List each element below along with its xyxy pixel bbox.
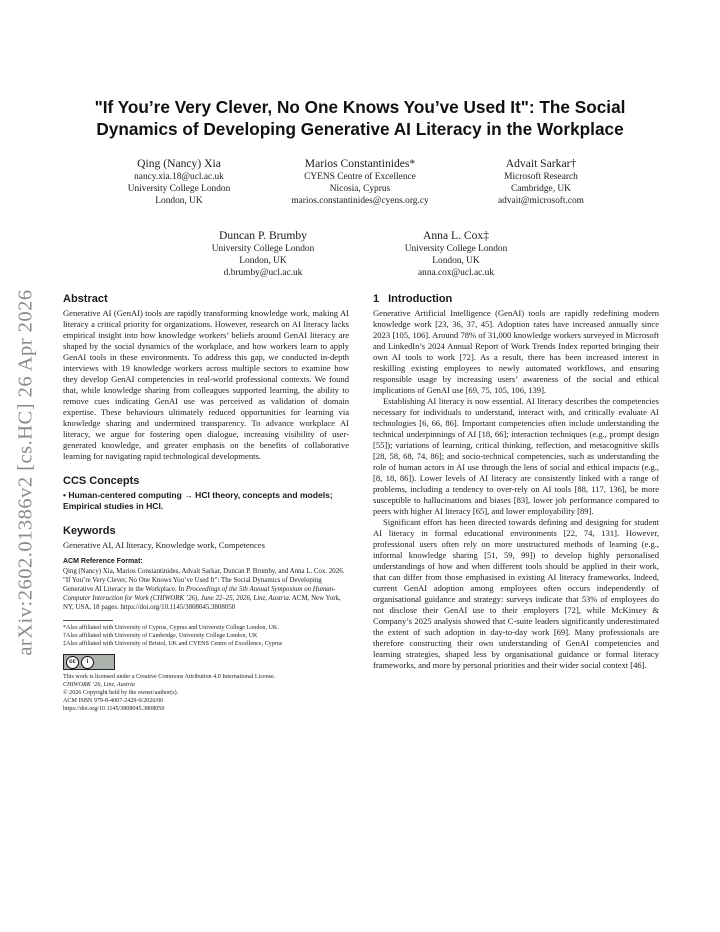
cc-icon: cc xyxy=(66,656,79,669)
acm-reference-proceedings: Proceedings of the 5th Annual Symposium on Human-Computer Interaction for Work (CHIWORK ’26), June 22–25, 2026, Linz, Austria. xyxy=(63,586,336,602)
copyright-line: © 2026 Copyright held by the owner/author(s). xyxy=(63,690,179,696)
acm-reference-heading: ACM Reference Format: xyxy=(63,558,143,565)
keywords-heading: Keywords xyxy=(63,525,116,537)
author-block-sarkar xyxy=(458,157,624,208)
author-block-xia xyxy=(96,157,262,208)
acm-reference-citation: Qing (Nancy) Xia, Marios Constantinides, Advait Sarkar, Duncan P. Brumby, and Anna L. Cox. 2026. "If You’re Very Clever, No One Knows You’ve Used It": The Social Dynamics of Developing Generative AI Literacy in the Workplace. In xyxy=(63,568,345,593)
license-block xyxy=(63,673,349,713)
right-column xyxy=(373,292,659,671)
acm-reference-publisher: ACM, New York, NY, USA, 18 pages. https://doi.org/10.1145/3808045.3808050 xyxy=(63,595,341,611)
ccs-heading: CCS Concepts xyxy=(63,475,140,487)
section-number: 1 xyxy=(373,293,380,305)
acm-reference-text xyxy=(63,567,349,612)
author-name: Advait Sarkar† xyxy=(505,157,577,170)
intro-paragraph-1: Generative Artificial Intelligence (GenAI) tools are rapidly redefining modern knowledge work [23, 36, 37, 45]. Adoption rates have increased annually since 2023 [105, 106]. Around 78% of 31,000 knowledge workers surveyed in Microsoft and LinkedIn’s 2024 Annual Report of Work Trends Index reported bringing their own AI tools to work [72]. As a result, there has been increased interest in reskilling existing employees to newly automated workflows, and ensuring responsible usage by increasing users’ awareness of the social and ethical implications of GenAI use [69, 75, 105, 106, 139]. xyxy=(373,308,659,395)
footnote-3: ‡Also affiliated with University of Bristol, UK and CYENS Centre of Excellence, Cyprus xyxy=(63,641,283,647)
author-name: Marios Constantinides* xyxy=(304,157,416,170)
license-statement: This work is licensed under a Creative Commons Attribution 4.0 International License. xyxy=(63,674,276,680)
author-email: nancy.xia.18@ucl.ac.uk xyxy=(134,172,224,182)
paper-title xyxy=(50,96,670,140)
author-affiliation: University College London xyxy=(404,244,508,254)
paper-title-line-2: Dynamics of Developing Generative AI Literacy in the Workplace xyxy=(96,119,624,139)
intro-paragraph-2: Establishing AI literacy is now essential. AI literacy describes the competencies necessary for individuals to understand, interact with, and critically evaluate AI technologies [6, 66, 86]. Important competencies often include understanding the technical underpinnings of AI [18, 66]; interaction techniques (e.g., prompt design [55]); variations of learning, critical thinking, reflection, and metacognitive skills [28, 58, 68, 74, 86]; and socio-technical competencies, such as understanding the role of human actors in AI use through the lens of social and ethical impacts (e.g., [8, 18, 86]). Lower levels of AI literacy are consistently linked with a range of problems, including a tendency to over-rely on AI tools [88, 117, 136], be more susceptible to hallucinations and biases [83], lower job performance compared to peers with higher AI literacy [65], and lower employability [89]. xyxy=(373,396,659,516)
footnote-2: †Also affiliated with University of Cambridge, University College London, UK xyxy=(63,633,258,639)
author-location: London, UK xyxy=(432,256,480,267)
author-name: Qing (Nancy) Xia xyxy=(137,157,221,170)
author-name: Duncan P. Brumby xyxy=(219,229,307,242)
section-title: Introduction xyxy=(388,293,453,305)
author-location: London, UK xyxy=(239,256,287,267)
introduction-heading xyxy=(373,292,659,306)
paper-title-line-1: "If You’re Very Clever, No One Knows You’ve Used It": The Social xyxy=(94,97,626,117)
abstract-text: Generative AI (GenAI) tools are rapidly transforming knowledge work, making AI literacy a critical priority for organizations. However, research on AI literacy lacks empirical insight into how knowledge workers’ beliefs around GenAI literacy are shaped by the social dynamics of the workplace, and how workers learn to apply GenAI tools in these environments. To address this gap, we conducted in-depth interviews with 19 knowledge workers across multiple sectors to examine how they develop GenAI competencies in real-world professional contexts. We found that, while knowledge sharing from colleagues supported learning, the ability to remove cues indicating GenAI use was perceived as validation of domain expertise. These behaviours ultimately reduced opportunities for learning via knowledge sharing and undermined transparency. To advance workplace AI literacy, we argue for fostering open dialogue, increasing visibility of user-generated knowledge, and greater emphasis on the benefits of collaborative learning for navigating rapid technological developments. xyxy=(63,308,349,461)
author-affiliation: University College London xyxy=(211,244,315,254)
author-email: marios.constantinides@cyens.org.cy xyxy=(291,196,429,207)
conference-venue: CHIWORK ’26, Linz, Austria xyxy=(63,682,135,688)
author-name: Anna L. Cox‡ xyxy=(422,229,489,242)
arxiv-identifier xyxy=(8,262,44,682)
author-block-cox xyxy=(373,229,539,280)
footnote-divider xyxy=(63,620,113,621)
author-email: anna.cox@ucl.ac.uk xyxy=(417,268,495,279)
author-block-constantinides xyxy=(262,157,458,208)
author-affiliation: University College London xyxy=(127,184,231,195)
arxiv-identifier-text: arXiv:2602.01386v2 [cs.HC] 26 Apr 2026 xyxy=(14,288,37,656)
author-location: Nicosia, Cyprus xyxy=(329,184,391,195)
author-affiliation: CYENS Centre of Excellence xyxy=(304,172,416,182)
ccs-text: • Human-centered computing → HCI theory, concepts and models; Empirical studies in HCI. xyxy=(63,490,333,511)
keywords-text: Generative AI, AI literacy, Knowledge work, Competences xyxy=(63,540,265,550)
isbn-line: ACM ISBN 979-8-4007-2429-9/2026/06 xyxy=(63,698,164,704)
doi-line: https://doi.org/10.1145/3808045.3808050 xyxy=(63,706,165,712)
footnote-1: *Also affiliated with University of Cyprus, Cyprus and University College London, UK. xyxy=(63,625,279,631)
author-email: d.brumby@ucl.ac.uk xyxy=(223,268,303,279)
author-affiliation: Microsoft Research xyxy=(504,172,578,182)
author-block-brumby xyxy=(180,229,346,280)
author-email: advait@microsoft.com xyxy=(498,196,584,207)
cc-by-license-badge xyxy=(63,654,115,670)
author-location: London, UK xyxy=(155,196,203,207)
intro-paragraph-3: Significant effort has been directed towards defining and designing for student AI literacy in formal educational environments [22, 74, 131]. However, professional users often rely on more unstructured methods of learning (e.g., informal knowledge sharing [51, 59, 99]) to develop highly personalised understandings of how and when different tools should be applied in their work, that can differ from those emphasised in existing AI literacy frameworks. Indeed, current GenAI adoption among employees often occurs independently of organisational guidance and strategy: surveys indicate that 53% of employees do not disclose their GenAI use to their employers [72], while McKinsey & Company’s 2025 analysis showed that C-suite leaders significantly underestimated the extent of such adoption in day-to-day work [69]. Many professionals are therefore constructing their own understanding of GenAI competencies and learning strategies, shaped less by organisational guidance or formal literacy frameworks, and more by personal priorities and their wider social context [46]. xyxy=(373,517,659,670)
author-location: Cambridge, UK xyxy=(511,184,571,195)
acm-reference xyxy=(63,557,349,612)
abstract-heading: Abstract xyxy=(63,293,108,305)
attribution-icon: i xyxy=(81,656,94,669)
left-column xyxy=(63,292,349,713)
